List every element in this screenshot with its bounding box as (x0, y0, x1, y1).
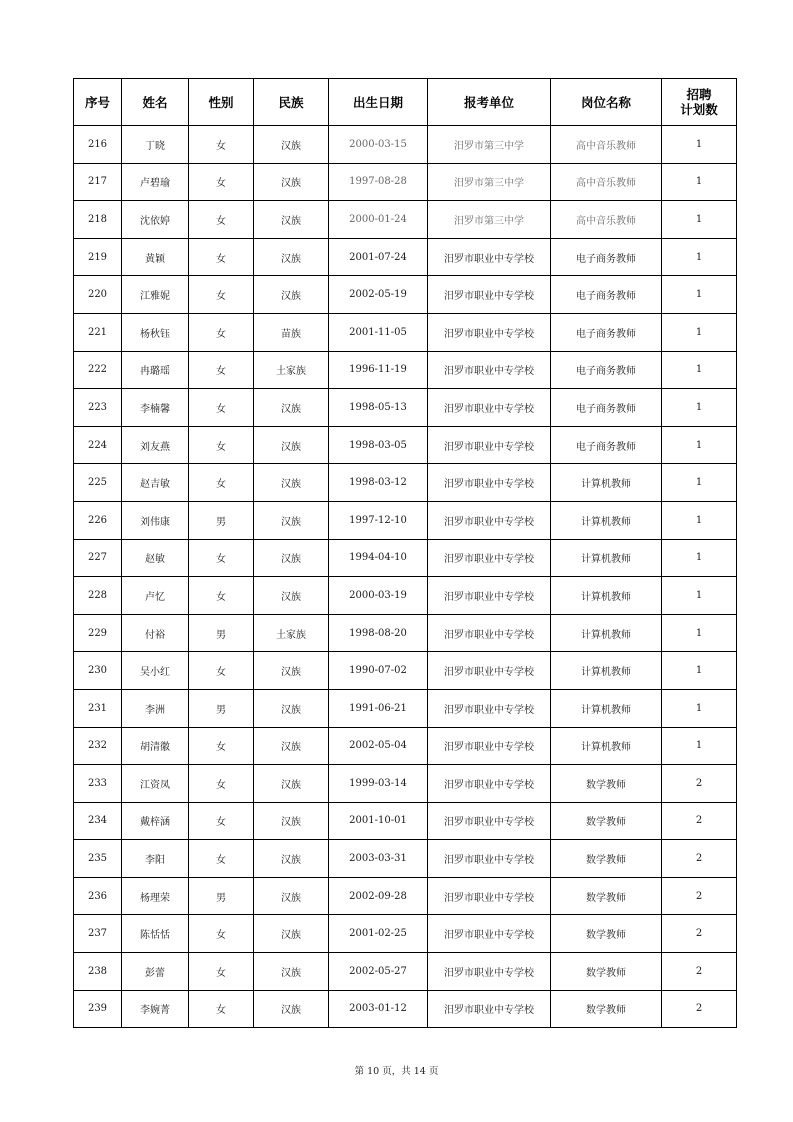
position-cell: 计算机教师 (551, 539, 662, 577)
index-cell: 221 (74, 313, 122, 351)
index-cell: 226 (74, 501, 122, 539)
birthdate-cell: 1997-12-10 (329, 501, 428, 539)
name-cell: 胡清徽 (122, 727, 189, 765)
unit-cell: 汨罗市第三中学 (428, 126, 551, 164)
index-cell: 229 (74, 614, 122, 652)
name-cell: 李婉菁 (122, 990, 189, 1028)
header-cell-name: 姓名 (122, 79, 189, 126)
quota-cell: 2 (662, 840, 737, 878)
birthdate-cell: 1991-06-21 (329, 689, 428, 727)
position-cell: 电子商务教师 (551, 389, 662, 427)
unit-cell: 汨罗市职业中专学校 (428, 539, 551, 577)
position-cell: 高中音乐教师 (551, 163, 662, 201)
birthdate-cell: 2001-02-25 (329, 915, 428, 953)
birthdate-cell: 2000-01-24 (329, 201, 428, 239)
index-cell: 217 (74, 163, 122, 201)
gender-cell: 女 (189, 389, 254, 427)
birthdate-cell: 1994-04-10 (329, 539, 428, 577)
gender-cell: 女 (189, 351, 254, 389)
name-cell: 刘友燕 (122, 426, 189, 464)
table-row (74, 351, 737, 389)
table-row (74, 953, 737, 991)
table-row (74, 765, 737, 803)
name-cell: 刘伟康 (122, 501, 189, 539)
birthdate-cell: 2000-03-19 (329, 577, 428, 615)
birthdate-cell: 2003-03-31 (329, 840, 428, 878)
quota-cell: 2 (662, 765, 737, 803)
position-cell: 数学教师 (551, 953, 662, 991)
position-cell: 电子商务教师 (551, 276, 662, 314)
position-cell: 数学教师 (551, 990, 662, 1028)
gender-cell: 女 (189, 238, 254, 276)
quota-cell: 1 (662, 727, 737, 765)
index-cell: 224 (74, 426, 122, 464)
table-header-row (74, 79, 737, 126)
table-row (74, 727, 737, 765)
quota-cell: 2 (662, 877, 737, 915)
birthdate-cell: 2001-07-24 (329, 238, 428, 276)
table-row (74, 990, 737, 1028)
position-cell: 计算机教师 (551, 689, 662, 727)
unit-cell: 汨罗市第三中学 (428, 163, 551, 201)
ethnicity-cell: 汉族 (254, 802, 329, 840)
gender-cell: 女 (189, 201, 254, 239)
position-cell: 高中音乐教师 (551, 126, 662, 164)
table-row (74, 652, 737, 690)
position-cell: 数学教师 (551, 915, 662, 953)
quota-cell: 2 (662, 802, 737, 840)
quota-cell: 1 (662, 389, 737, 427)
birthdate-cell: 2000-03-15 (329, 126, 428, 164)
name-cell: 李阳 (122, 840, 189, 878)
quota-cell: 2 (662, 953, 737, 991)
ethnicity-cell: 汉族 (254, 689, 329, 727)
gender-cell: 女 (189, 163, 254, 201)
unit-cell: 汨罗市职业中专学校 (428, 614, 551, 652)
name-cell: 杨理荣 (122, 877, 189, 915)
quota-cell: 1 (662, 464, 737, 502)
birthdate-cell: 2002-09-28 (329, 877, 428, 915)
ethnicity-cell: 土家族 (254, 351, 329, 389)
birthdate-cell: 2001-11-05 (329, 313, 428, 351)
quota-cell: 2 (662, 990, 737, 1028)
index-cell: 234 (74, 802, 122, 840)
unit-cell: 汨罗市职业中专学校 (428, 464, 551, 502)
birthdate-cell: 1997-08-28 (329, 163, 428, 201)
header-cell-index: 序号 (74, 79, 122, 126)
gender-cell: 女 (189, 539, 254, 577)
unit-cell: 汨罗市职业中专学校 (428, 877, 551, 915)
ethnicity-cell: 汉族 (254, 238, 329, 276)
gender-cell: 女 (189, 652, 254, 690)
index-cell: 225 (74, 464, 122, 502)
ethnicity-cell: 汉族 (254, 765, 329, 803)
unit-cell: 汨罗市职业中专学校 (428, 238, 551, 276)
quota-cell: 2 (662, 915, 737, 953)
index-cell: 216 (74, 126, 122, 164)
unit-cell: 汨罗市职业中专学校 (428, 689, 551, 727)
ethnicity-cell: 汉族 (254, 652, 329, 690)
gender-cell: 女 (189, 765, 254, 803)
birthdate-cell: 1990-07-02 (329, 652, 428, 690)
gender-cell: 女 (189, 313, 254, 351)
ethnicity-cell: 汉族 (254, 426, 329, 464)
index-cell: 235 (74, 840, 122, 878)
table-row (74, 163, 737, 201)
header-cell-birthdate: 出生日期 (329, 79, 428, 126)
table-row (74, 276, 737, 314)
unit-cell: 汨罗市职业中专学校 (428, 840, 551, 878)
ethnicity-cell: 汉族 (254, 126, 329, 164)
gender-cell: 女 (189, 727, 254, 765)
unit-cell: 汨罗市职业中专学校 (428, 389, 551, 427)
unit-cell: 汨罗市职业中专学校 (428, 351, 551, 389)
ethnicity-cell: 汉族 (254, 163, 329, 201)
ethnicity-cell: 汉族 (254, 727, 329, 765)
name-cell: 杨秋钰 (122, 313, 189, 351)
name-cell: 吴小红 (122, 652, 189, 690)
name-cell: 戴梓涵 (122, 802, 189, 840)
position-cell: 电子商务教师 (551, 351, 662, 389)
ethnicity-cell: 汉族 (254, 577, 329, 615)
position-cell: 计算机教师 (551, 577, 662, 615)
index-cell: 219 (74, 238, 122, 276)
birthdate-cell: 2002-05-19 (329, 276, 428, 314)
birthdate-cell: 1998-03-12 (329, 464, 428, 502)
quota-cell: 1 (662, 276, 737, 314)
position-cell: 计算机教师 (551, 614, 662, 652)
quota-cell: 1 (662, 577, 737, 615)
ethnicity-cell: 土家族 (254, 614, 329, 652)
unit-cell: 汨罗市职业中专学校 (428, 990, 551, 1028)
unit-cell: 汨罗市职业中专学校 (428, 802, 551, 840)
quota-cell: 1 (662, 313, 737, 351)
ethnicity-cell: 汉族 (254, 840, 329, 878)
unit-cell: 汨罗市职业中专学校 (428, 426, 551, 464)
gender-cell: 女 (189, 276, 254, 314)
header-cell-gender: 性别 (189, 79, 254, 126)
index-cell: 220 (74, 276, 122, 314)
position-cell: 电子商务教师 (551, 426, 662, 464)
quota-cell: 1 (662, 163, 737, 201)
quota-cell: 1 (662, 426, 737, 464)
table-row (74, 689, 737, 727)
index-cell: 230 (74, 652, 122, 690)
name-cell: 丁晓 (122, 126, 189, 164)
name-cell: 冉璐瑶 (122, 351, 189, 389)
name-cell: 李洲 (122, 689, 189, 727)
unit-cell: 汨罗市职业中专学校 (428, 276, 551, 314)
table-row (74, 577, 737, 615)
quota-cell: 1 (662, 614, 737, 652)
position-cell: 数学教师 (551, 840, 662, 878)
unit-cell: 汨罗市职业中专学校 (428, 915, 551, 953)
quota-cell: 1 (662, 689, 737, 727)
index-cell: 218 (74, 201, 122, 239)
index-cell: 236 (74, 877, 122, 915)
quota-cell: 1 (662, 351, 737, 389)
ethnicity-cell: 汉族 (254, 877, 329, 915)
index-cell: 232 (74, 727, 122, 765)
table-row (74, 501, 737, 539)
table-row (74, 802, 737, 840)
table-row (74, 389, 737, 427)
table-row (74, 313, 737, 351)
gender-cell: 男 (189, 877, 254, 915)
table-row (74, 426, 737, 464)
gender-cell: 女 (189, 802, 254, 840)
index-cell: 233 (74, 765, 122, 803)
gender-cell: 女 (189, 426, 254, 464)
position-cell: 数学教师 (551, 765, 662, 803)
unit-cell: 汨罗市职业中专学校 (428, 652, 551, 690)
birthdate-cell: 1998-03-05 (329, 426, 428, 464)
header-cell-unit: 报考单位 (428, 79, 551, 126)
position-cell: 高中音乐教师 (551, 201, 662, 239)
ethnicity-cell: 汉族 (254, 389, 329, 427)
ethnicity-cell: 汉族 (254, 953, 329, 991)
quota-cell: 1 (662, 201, 737, 239)
header-cell-ethnicity: 民族 (254, 79, 329, 126)
name-cell: 江资凤 (122, 765, 189, 803)
name-cell: 赵敏 (122, 539, 189, 577)
name-cell: 付裕 (122, 614, 189, 652)
quota-cell: 1 (662, 238, 737, 276)
quota-cell: 1 (662, 652, 737, 690)
unit-cell: 汨罗市职业中专学校 (428, 953, 551, 991)
unit-cell: 汨罗市职业中专学校 (428, 501, 551, 539)
birthdate-cell: 2001-10-01 (329, 802, 428, 840)
name-cell: 沈依婷 (122, 201, 189, 239)
ethnicity-cell: 苗族 (254, 313, 329, 351)
table-row (74, 201, 737, 239)
table-row (74, 126, 737, 164)
position-cell: 计算机教师 (551, 464, 662, 502)
gender-cell: 男 (189, 689, 254, 727)
gender-cell: 女 (189, 953, 254, 991)
ethnicity-cell: 汉族 (254, 276, 329, 314)
birthdate-cell: 2003-01-12 (329, 990, 428, 1028)
position-cell: 计算机教师 (551, 727, 662, 765)
index-cell: 222 (74, 351, 122, 389)
name-cell: 陈恬恬 (122, 915, 189, 953)
birthdate-cell: 1998-05-13 (329, 389, 428, 427)
name-cell: 李楠馨 (122, 389, 189, 427)
index-cell: 237 (74, 915, 122, 953)
birthdate-cell: 2002-05-04 (329, 727, 428, 765)
position-cell: 数学教师 (551, 802, 662, 840)
header-cell-position: 岗位名称 (551, 79, 662, 126)
table-row (74, 238, 737, 276)
name-cell: 赵吉敏 (122, 464, 189, 502)
ethnicity-cell: 汉族 (254, 464, 329, 502)
ethnicity-cell: 汉族 (254, 915, 329, 953)
ethnicity-cell: 汉族 (254, 501, 329, 539)
table-row (74, 464, 737, 502)
position-cell: 电子商务教师 (551, 238, 662, 276)
quota-cell: 1 (662, 126, 737, 164)
position-cell: 计算机教师 (551, 501, 662, 539)
name-cell: 卢忆 (122, 577, 189, 615)
header-cell-quota: 招聘 计划数 (662, 79, 737, 126)
index-cell: 239 (74, 990, 122, 1028)
table-row (74, 877, 737, 915)
ethnicity-cell: 汉族 (254, 201, 329, 239)
unit-cell: 汨罗市职业中专学校 (428, 313, 551, 351)
gender-cell: 女 (189, 915, 254, 953)
ethnicity-cell: 汉族 (254, 539, 329, 577)
table-row (74, 840, 737, 878)
unit-cell: 汨罗市职业中专学校 (428, 577, 551, 615)
name-cell: 彭蕾 (122, 953, 189, 991)
birthdate-cell: 1999-03-14 (329, 765, 428, 803)
birthdate-cell: 1996-11-19 (329, 351, 428, 389)
applicant-table (73, 78, 737, 1028)
position-cell: 计算机教师 (551, 652, 662, 690)
quota-cell: 1 (662, 539, 737, 577)
index-cell: 231 (74, 689, 122, 727)
quota-cell: 1 (662, 501, 737, 539)
index-cell: 238 (74, 953, 122, 991)
name-cell: 黄颖 (122, 238, 189, 276)
birthdate-cell: 1998-08-20 (329, 614, 428, 652)
table-row (74, 915, 737, 953)
gender-cell: 女 (189, 840, 254, 878)
unit-cell: 汨罗市第三中学 (428, 201, 551, 239)
page-footer: 第 10 页，共 14 页 (354, 1066, 439, 1077)
index-cell: 228 (74, 577, 122, 615)
table-body (74, 126, 737, 1028)
gender-cell: 女 (189, 577, 254, 615)
index-cell: 227 (74, 539, 122, 577)
position-cell: 电子商务教师 (551, 313, 662, 351)
unit-cell: 汨罗市职业中专学校 (428, 765, 551, 803)
table-row (74, 539, 737, 577)
table-row (74, 614, 737, 652)
ethnicity-cell: 汉族 (254, 990, 329, 1028)
gender-cell: 男 (189, 501, 254, 539)
position-cell: 数学教师 (551, 877, 662, 915)
gender-cell: 女 (189, 126, 254, 164)
name-cell: 江雅妮 (122, 276, 189, 314)
index-cell: 223 (74, 389, 122, 427)
gender-cell: 女 (189, 464, 254, 502)
unit-cell: 汨罗市职业中专学校 (428, 727, 551, 765)
gender-cell: 男 (189, 614, 254, 652)
gender-cell: 女 (189, 990, 254, 1028)
birthdate-cell: 2002-05-27 (329, 953, 428, 991)
name-cell: 卢碧瑜 (122, 163, 189, 201)
